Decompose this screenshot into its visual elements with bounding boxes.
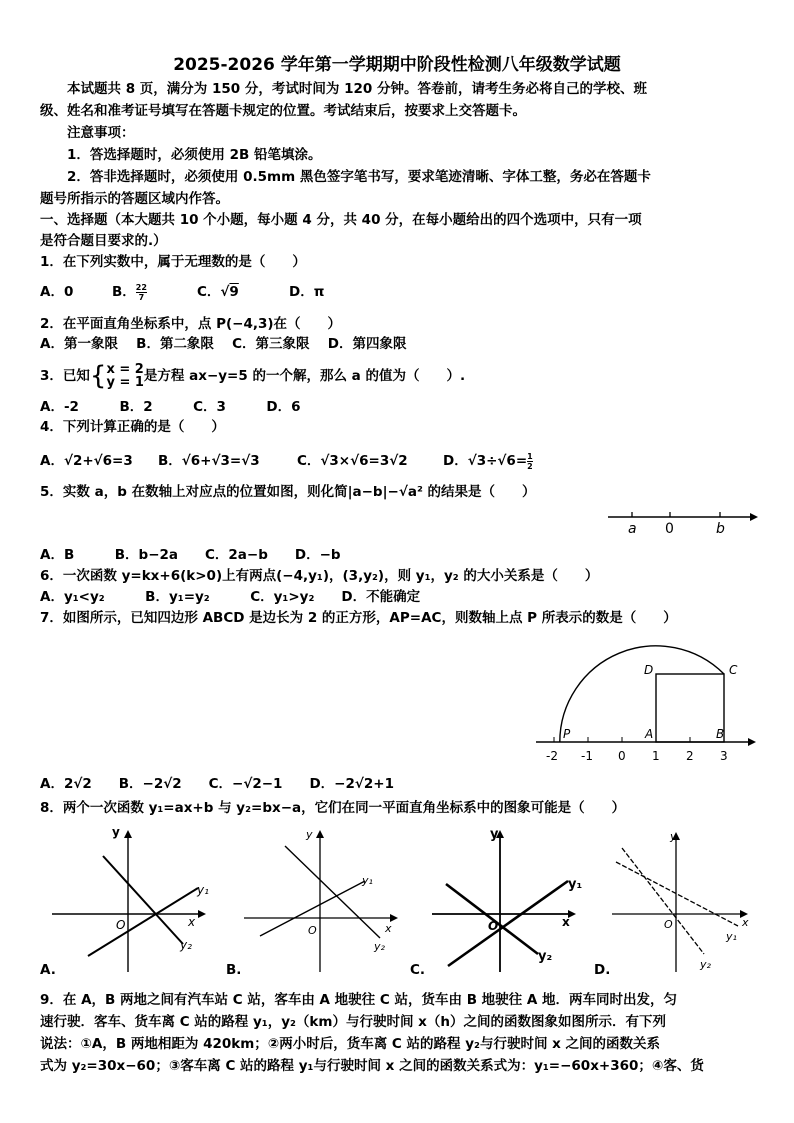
q1-option-b: B． $\frac{22}{7}$	[112, 282, 147, 302]
q6-stem: 6．一次函数 y=kx+6(k>0)上有两点(−4,y₁)，(3,y₂)，则 y₁，y₂ 的大小关系是（ ）	[40, 568, 599, 584]
q1-stem: 1．在下列实数中，属于无理数的是（ ）	[40, 254, 306, 270]
q5-stem: 5．实数 a，b 在数轴上对应点的位置如图，则化简|a−b|−√a² 的结果是（ ）	[40, 484, 536, 500]
q4-option-d: D．√3÷√6= $\frac{1}{2}$	[443, 451, 533, 471]
q8-choice-b: B.	[226, 962, 242, 978]
q8-stem: 8．两个一次函数 y₁=ax+b 与 y₂=bx−a，它们在同一平面直角坐标系中的图象可能是（ ）	[40, 800, 626, 816]
q8c-y2-label: y₂	[538, 949, 553, 964]
q7-tick-2: 2	[686, 749, 694, 763]
q7-tick-neg2: -2	[546, 749, 558, 763]
q8d-y2-label: y₂	[700, 958, 711, 971]
q7-label-p: P	[563, 727, 571, 741]
q8b-y1-label: y₁	[362, 874, 373, 887]
q9-line-1: 9．在 A，B 两地之间有汽车站 C 站，客车由 A 地驶往 C 站，货车由 B 地驶往 A 地．两车同时出发，匀	[40, 992, 678, 1008]
q1-option-c: C．√9	[197, 284, 239, 300]
q7-options: A．2√2 B．−2√2 C．−√2−1 D．−2√2+1	[40, 776, 394, 792]
q8d-x-label: x	[742, 916, 749, 929]
q8-graph-a	[48, 826, 218, 976]
q7-label-d: D	[644, 663, 654, 677]
q8d-origin: O	[664, 918, 673, 931]
q5-label-b: b	[716, 521, 725, 537]
q8a-y2-label: y₂	[180, 938, 192, 952]
q3-stem: 3．已知{ x = 2 y = 1 是方程 ax−y=5 的一个解，那么 a 的值为（ ）.	[40, 361, 466, 391]
q8a-x-label: x	[188, 915, 196, 929]
q8b-origin: O	[308, 924, 317, 937]
q8-choice-c: C.	[410, 962, 426, 978]
notice-1: 1．答选择题时，必须使用 2B 铅笔填涂。	[67, 147, 322, 163]
q8b-y-label: y	[306, 828, 313, 841]
q8-graph-c	[428, 826, 598, 976]
notice-2b: 题号所指示的答题区域内作答。	[40, 191, 229, 207]
q5-number-line	[600, 505, 760, 541]
q4-option-b: B．√6+√3=√3	[158, 453, 260, 469]
q7-tick-0: 0	[618, 749, 626, 763]
q8d-y1-label: y₁	[726, 930, 737, 943]
q8-choice-d: D.	[594, 962, 611, 978]
q7-tick-3: 3	[720, 749, 728, 763]
q4-option-a: A．√2+√6=3	[40, 453, 133, 469]
q5-label-a: a	[628, 521, 637, 537]
q7-label-a: A	[645, 727, 654, 741]
section-heading-1: 一、选择题（本大题共 10 个小题，每小题 4 分，共 40 分，在每小题给出的四个选项中，只有一项	[40, 212, 642, 228]
notice-2a: 2．答非选择题时，必须使用 0.5mm 黑色签字笔书写，要求笔迹清晰、字体工整，务必在答题卡	[67, 169, 651, 185]
q8a-origin: O	[116, 918, 126, 932]
intro-line-2: 级、姓名和准考证号填写在答题卡规定的位置。考试结束后，按要求上交答题卡。	[40, 103, 526, 119]
q8c-y-label: y	[490, 827, 499, 842]
q8b-y2-label: y₂	[374, 940, 385, 953]
q8d-y-label: y	[670, 830, 677, 843]
q8c-origin: O	[488, 919, 499, 933]
q7-tick-neg1: -1	[581, 749, 593, 763]
q8b-x-label: x	[385, 922, 392, 935]
q8a-y-label: y	[112, 826, 120, 839]
page-title: 2025-2026 学年第一学期期中阶段性检测八年级数学试题	[173, 55, 621, 75]
q9-line-2: 速行驶．客车、货车离 C 站的路程 y₁，y₂（km）与行驶时间 x（h）之间的函数图象如图所示．有下列	[40, 1014, 666, 1030]
q8c-x-label: x	[562, 915, 570, 929]
q5-label-0: 0	[665, 521, 674, 537]
q8-graph-b	[240, 826, 410, 976]
q7-tick-1: 1	[652, 749, 660, 763]
q5-options: A．B B．b−2a C．2a−b D．−b	[40, 547, 341, 563]
q7-stem: 7．如图所示，已知四边形 ABCD 是边长为 2 的正方形，AP=AC，则数轴上点 P 所表示的数是（ ）	[40, 610, 677, 626]
intro-line-1: 本试题共 8 页，满分为 150 分，考试时间为 120 分钟。答卷前，请考生务必将自己的学校、班	[67, 81, 647, 97]
q9-line-4: 式为 y₂=30x−60；③客车离 C 站的路程 y₁与行驶时间 x 之间的函数关系式为：y₁=−60x+360；④客、货	[40, 1058, 704, 1074]
q8-choice-a: A.	[40, 962, 56, 978]
q4-option-c: C．√3×√6=3√2	[297, 453, 408, 469]
q7-label-c: C	[729, 663, 738, 677]
q8-graph-d	[608, 826, 768, 976]
q8a-y1-label: y₁	[197, 883, 209, 897]
q4-stem: 4．下列计算正确的是（ ）	[40, 419, 225, 435]
q7-label-b: B	[716, 727, 725, 741]
section-heading-2: 是符合题目要求的.）	[40, 233, 167, 249]
q7-figure	[530, 634, 760, 770]
q1-option-d: D．π	[289, 284, 325, 300]
q3-options: A．-2 B．2 C．3 D．6	[40, 399, 301, 415]
q1-option-a: A．0	[40, 284, 74, 300]
q8c-y1-label: y₁	[568, 877, 583, 892]
q2-options: A．第一象限 B．第二象限 C．第三象限 D．第四象限	[40, 336, 407, 352]
notice-heading: 注意事项：	[67, 125, 135, 141]
q2-stem: 2．在平面直角坐标系中，点 P(−4,3)在（ ）	[40, 316, 342, 332]
q9-line-3: 说法：①A，B 两地相距为 420km；②两小时后，货车离 C 站的路程 y₂与行驶时间 x 之间的函数关系	[40, 1036, 661, 1052]
q6-options: A．y₁<y₂ B．y₁=y₂ C．y₁>y₂ D．不能确定	[40, 589, 421, 605]
